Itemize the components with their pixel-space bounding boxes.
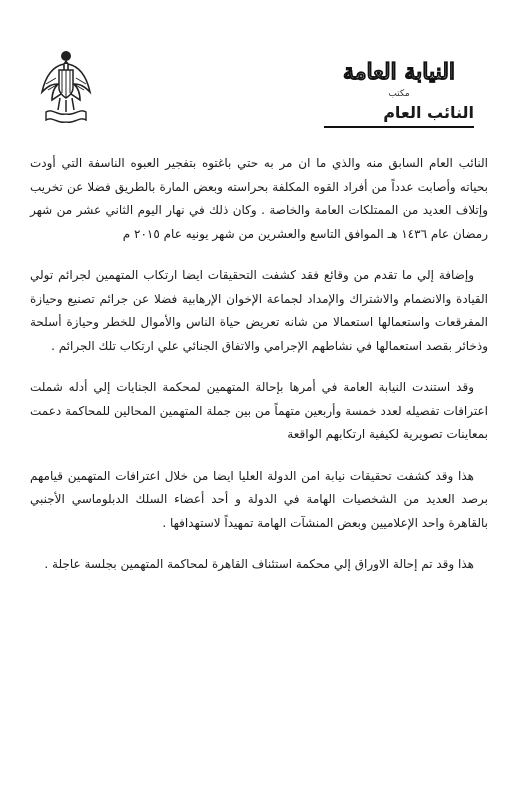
paragraph-5: هذا وقد تم إحالة الاوراق إلي محكمة استئناف القاهرة لمحاكمة المتهمين بجلسة عاجلة . [44, 557, 474, 571]
eagle-emblem-icon [40, 48, 92, 130]
document-body [30, 152, 488, 595]
paragraph-4: هذا وقد كشفت تحقيقات نيابة امن الدولة العليا ايضا من خلال اعترافات المتهمين قيامهم برصد العديد من الشخصيات الهامة في الدولة و أحد أعضاء السلك الدبلوماسي الأجنبي بالقاهرة واحد الإعلاميين وبعض المنشآت الهامة تمهيداً لاستهدافها . [30, 468, 488, 530]
letterhead-office: النائب العام [324, 102, 474, 128]
paragraph-1: النائب العام السابق منه والذي ما ان مر به حتي باغتوه بتفجير العبوه الناسفة التي أودت بحياته وأصابت عدداً من أفراد القوه المكلفة بحراسته وبعض المارة بالطريق فضلا عن تخريب وإتلاف العديد من الممتلكات العامة والخاصة . وكان ذلك في نهار اليوم الثاني عشر من شهر رمضان عام ١٤٣٦ هـ الموافق التاسع والعشرين من شهر يونيه عام ٢٠١٥ م [30, 156, 488, 241]
letterhead-subtitle: مكتب [388, 89, 410, 99]
paragraph-2: وإضافة إلي ما تقدم من وقائع فقد كشفت التحقيقات ايضا ارتكاب المتهمين لجرائم تولي القيادة والانضمام والاشتراك والإمداد لجماعة الإخوان الإرهابية فضلا عن جرائم تصنيع وحيازة المفرقعات واستعمالها استعمالا من شانه تعريض حياة الناس والأموال للخطر وحيازة أسلحة وذخائر بقصد استعمالها في نشاطهم الإجرامي والاتفاق الجنائي علي ارتكاب تلك الجرائم . [30, 268, 488, 353]
paragraph-3: وقد استندت النيابة العامة في أمرها بإحالة المتهمين لمحكمة الجنايات إلي أدله شملت اعترافات تفصيله لعدد خمسة وأربعين متهماً من بين جملة المتهمين المحالين للمحاكمة دعمت بمعاينات تصويرية لكيفية ارتكابهم الواقعة [30, 380, 488, 441]
letterhead [324, 58, 474, 128]
letterhead-title: النيابة العامة [342, 59, 456, 85]
